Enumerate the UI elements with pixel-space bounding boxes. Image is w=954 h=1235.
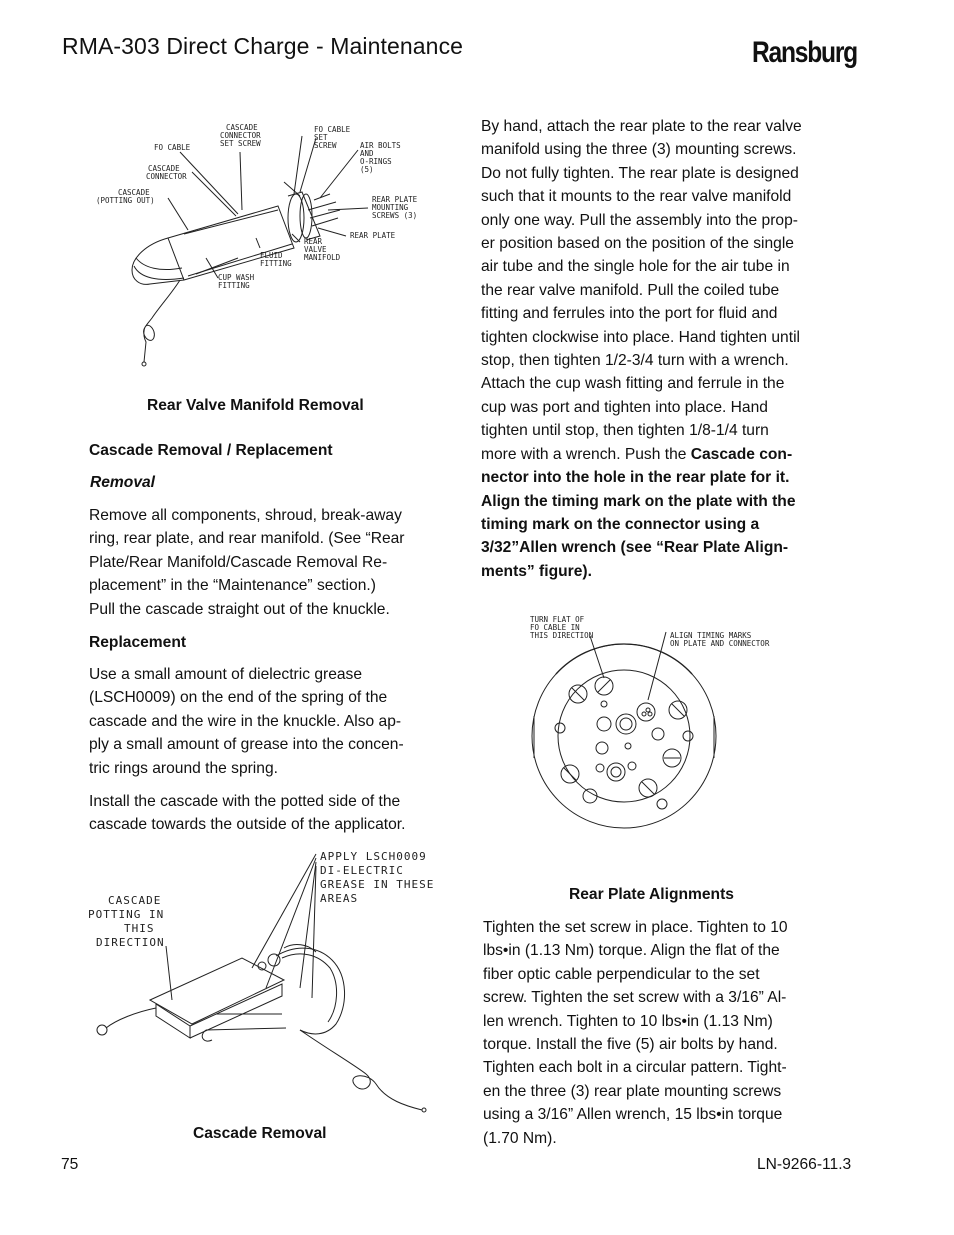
para1-bold-line: nector into the hole in the rear plate for it.: [481, 469, 790, 487]
label-align-timing-2: ON PLATE AND CONNECTOR: [670, 639, 770, 648]
para1-line: Do not fully tighten. The rear plate is designed: [481, 164, 799, 182]
para1-bold-line: ments” figure).: [481, 562, 592, 580]
para1-line: air tube and the single hole for the air tube in: [481, 258, 790, 276]
para1-line: er position based on the position of the single: [481, 235, 794, 253]
label-turn-flat-2: FO CABLE IN: [530, 623, 580, 632]
label-rear-plate-mounting-1: REAR PLATE: [372, 195, 418, 204]
label-apply-grease-3: GREASE IN THESE: [320, 878, 435, 891]
para2-line: Tighten each bolt in a circular pattern. Tight-: [483, 1059, 787, 1077]
ransburg-logo: Ransburg: [752, 36, 857, 69]
label-air-bolts-3: O-RINGS: [360, 157, 392, 166]
label-apply-grease-1: APPLY LSCH0009: [320, 850, 427, 863]
replacement-line: Use a small amount of dielectric grease: [89, 666, 363, 683]
label-fluid-fitting-2: FITTING: [260, 259, 292, 268]
label-rear-plate-mounting-3: SCREWS (3): [372, 211, 418, 220]
label-apply-grease-2: DI-ELECTRIC: [320, 864, 404, 877]
para1-line: fitting and ferrules into the port for fluid and: [481, 305, 778, 323]
label-cascade-connector-set-screw-2: CONNECTOR: [220, 131, 261, 140]
replacement-line: cascade and the wire in the knuckle. Also ap-: [89, 712, 402, 730]
para1-line: tighten clockwise into place. Hand tighten until: [481, 328, 800, 346]
para1-line: Attach the cup wash fitting and ferrule in the: [481, 375, 785, 393]
para2-line: using a 3/16” Allen wrench, 15 lbs•in torque: [483, 1106, 783, 1124]
label-fo-cable-set-screw-3: SCREW: [314, 141, 337, 150]
label-rear-plate: REAR PLATE: [350, 231, 396, 240]
label-fluid-fitting-1: FLUID: [260, 251, 283, 260]
para1-line: only one way. Pull the assembly into the prop-: [481, 211, 798, 229]
install-paragraph: [89, 790, 447, 837]
label-air-bolts-2: AND: [360, 149, 374, 158]
install-line: cascade towards the outside of the applicator.: [89, 816, 406, 834]
para1-line: manifold using the three (3) mounting screws.: [481, 141, 797, 159]
label-cascade-connector-set-screw-3: SET SCREW: [220, 139, 261, 148]
label-turn-flat-1: TURN FLAT OF: [530, 615, 585, 624]
rear-valve-manifold-figure: [88, 118, 428, 368]
para1-bold-line: Align the timing mark on the plate with the: [481, 492, 796, 510]
page-header-title: RMA-303 Direct Charge - Maintenance: [62, 33, 464, 59]
set-screw-paragraph: [483, 916, 833, 1150]
label-cup-wash-fitting-2: FITTING: [218, 281, 250, 290]
label-cascade-connector-1: CASCADE: [148, 164, 180, 173]
label-cascade-potting-dir-3: THIS: [124, 922, 155, 935]
label-cascade-potting-1: CASCADE: [118, 188, 150, 197]
para1-bold-line: 3/32”Allen wrench (see “Rear Plate Align-: [481, 539, 789, 557]
replacement-subheading: Replacement: [89, 634, 187, 651]
figure2-caption: Rear Plate Alignments: [569, 886, 734, 903]
replacement-line: tric rings around the spring.: [89, 759, 278, 777]
label-turn-flat-3: THIS DIRECTION: [530, 631, 594, 640]
rear-plate-paragraph: [481, 115, 843, 583]
rear-plate-alignment-figure: [520, 608, 800, 843]
label-air-bolts-4: (5): [360, 165, 374, 174]
para1-line: By hand, attach the rear plate to the rear valve: [481, 118, 802, 135]
page-number: 75: [61, 1156, 79, 1173]
label-fo-cable-set-screw-1: FO CABLE: [314, 125, 351, 134]
para1-plain-part: more with a wrench. Push the: [481, 445, 691, 463]
removal-line: Remove all components, shroud, break-away: [89, 507, 402, 524]
para2-line: en the three (3) rear plate mounting screws: [483, 1082, 782, 1100]
label-align-timing-1: ALIGN TIMING MARKS: [670, 631, 752, 640]
para2-line: torque. Install the five (5) air bolts by hand.: [483, 1036, 778, 1054]
para1-line: tighten until stop, then tighten 1/8-1/4 turn: [481, 422, 769, 440]
cascade-removal-figure: [86, 848, 448, 1118]
removal-line: Plate/Rear Manifold/Cascade Removal Re-: [89, 553, 388, 571]
label-fo-cable-set-screw-2: SET: [314, 133, 328, 142]
label-cascade-connector-set-screw-1: CASCADE: [226, 123, 258, 132]
removal-paragraph: [89, 504, 447, 621]
para2-line: fiber optic cable perpendicular to the set: [483, 965, 760, 983]
label-cascade-potting-2: (POTTING OUT): [96, 196, 155, 205]
figure3-caption: Cascade Removal: [193, 1125, 327, 1142]
para1-bold-line: timing mark on the connector using a: [481, 515, 760, 533]
label-rear-valve-manifold-1: REAR: [304, 237, 323, 246]
label-cascade-potting-dir-2: POTTING IN: [88, 908, 165, 921]
para1-line: the rear valve manifold. Pull the coiled tube: [481, 281, 780, 299]
para1-line: stop, then tighten 1/2-3/4 turn with a wrench.: [481, 352, 789, 370]
label-cascade-potting-dir-4: DIRECTION: [96, 936, 165, 949]
para2-line: screw. Tighten the set screw with a 3/16” Al-: [483, 989, 787, 1007]
install-line: Install the cascade with the potted side of the: [89, 793, 401, 810]
label-cascade-potting-dir-1: CASCADE: [108, 894, 162, 907]
replacement-paragraph: [89, 663, 447, 780]
removal-line: Pull the cascade straight out of the knuckle.: [89, 600, 390, 618]
para1-line: cup was port and tighten into place. Hand: [481, 398, 768, 416]
replacement-line: ply a small amount of grease into the concen-: [89, 736, 404, 754]
label-fo-cable: FO CABLE: [154, 143, 191, 152]
para1-mixed-line: [481, 443, 843, 466]
label-cup-wash-fitting-1: CUP WASH: [218, 273, 255, 282]
label-rear-plate-mounting-2: MOUNTING: [372, 203, 409, 212]
label-cascade-connector-2: CONNECTOR: [146, 172, 187, 181]
label-rear-valve-manifold-3: MANIFOLD: [304, 253, 341, 262]
para2-line: len wrench. Tighten to 10 lbs•in (1.13 Nm): [483, 1012, 773, 1030]
para1-bold-part: Cascade con-: [690, 445, 793, 463]
label-rear-valve-manifold-2: VALVE: [304, 245, 327, 254]
removal-line: ring, rear plate, and rear manifold. (See “Rear: [89, 530, 405, 548]
label-air-bolts-1: AIR BOLTS: [360, 141, 401, 150]
cascade-section-heading: Cascade Removal / Replacement: [89, 442, 333, 459]
document-id: LN-9266-11.3: [757, 1156, 852, 1173]
para2-line: Tighten the set screw in place. Tighten to 10: [483, 919, 788, 936]
para1-line: such that it mounts to the rear valve manifold: [481, 188, 792, 206]
removal-subheading: Removal: [90, 474, 156, 491]
removal-line: placement” in the “Maintenance” section.): [89, 577, 376, 595]
figure1-caption: Rear Valve Manifold Removal: [147, 397, 364, 414]
replacement-line: (LSCH0009) on the end of the spring of the: [89, 689, 388, 707]
label-apply-grease-4: AREAS: [320, 892, 359, 905]
para2-line: (1.70 Nm).: [483, 1129, 557, 1147]
para2-line: lbs•in (1.13 Nm) torque. Align the flat of the: [483, 942, 780, 960]
